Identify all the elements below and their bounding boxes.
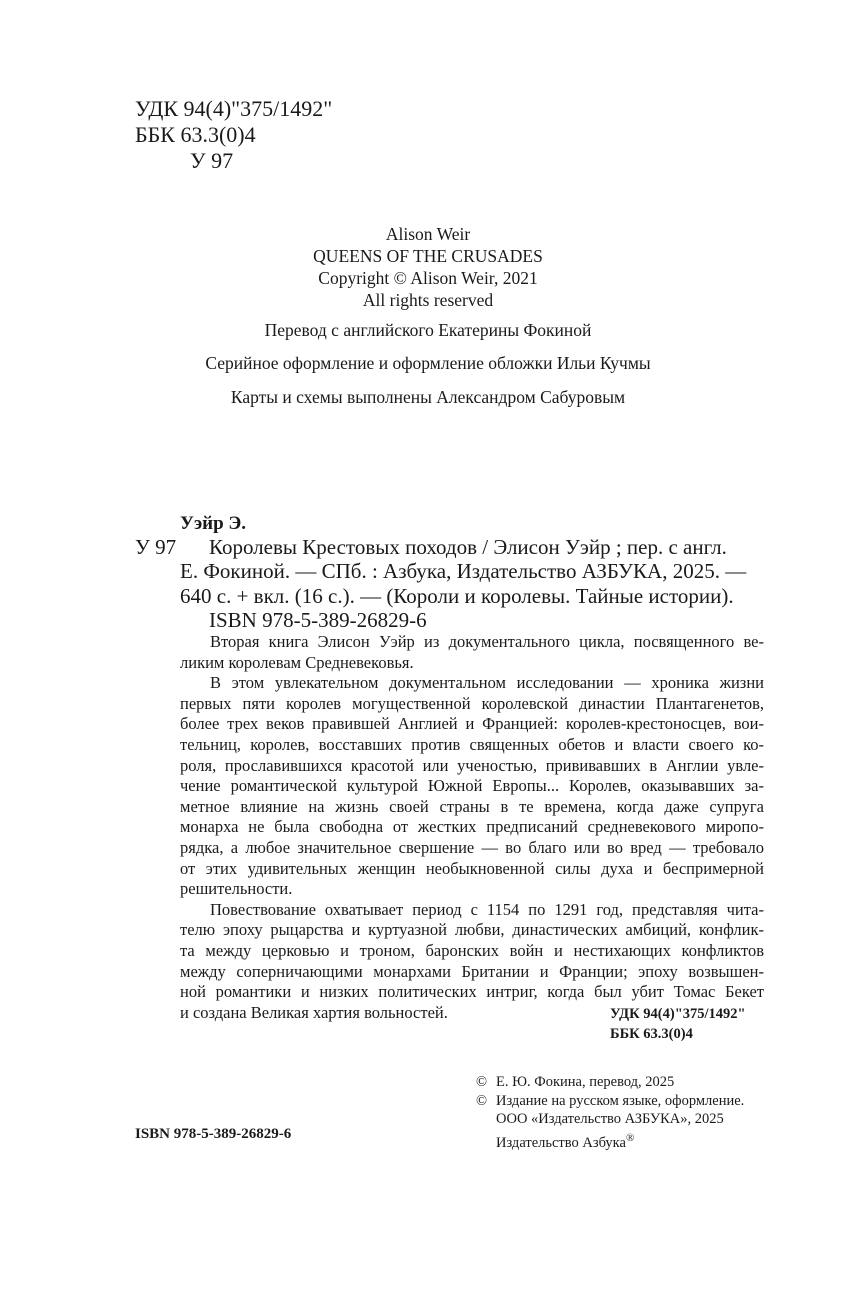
registered-mark: ®	[625, 1131, 635, 1144]
annotation-line: В этом увлекательном документальном исследовании — хроника жизни	[210, 673, 764, 693]
copyright-symbol: ©	[476, 1092, 488, 1109]
annotation-line: более трех веков правившей Англией и Францией: королев-крестоносцев, вои-	[180, 714, 764, 734]
copyright-edition: Издание на русском языке, оформление.	[496, 1092, 745, 1109]
annotation-line: монарха не была свободна от жестких предписаний средневекового миропо-	[180, 817, 764, 837]
annotation-line: Повествование охватывает период с 1154 по 1291 год, представляя чита-	[210, 899, 764, 919]
annotation-line: ликим королевам Средневековья.	[180, 652, 414, 672]
annotation-line: роля, прославившихся красотой или ученостью, прививавших в Англии увле-	[180, 755, 764, 775]
annotation-line: тельниц, королев, восставших против священных обетов и власти своего ко-	[180, 734, 764, 754]
copyright-translation: Е. Ю. Фокина, перевод, 2025	[496, 1074, 675, 1090]
biblio-line: 640 с. + вкл. (16 с.). — (Короли и королевы. Тайные истории).	[180, 584, 734, 608]
annotation-line: и создана Великая хартия вольностей.	[180, 1002, 448, 1022]
annotation-line: Вторая книга Элисон Уэйр из документального цикла, посвященного ве-	[210, 632, 764, 651]
biblio-line: Королевы Крестовых походов / Элисон Уэйр ; пер. с англ.	[209, 535, 727, 559]
annotation-line: между соперничающими монархами Британии и Франции; эпоху возвышен-	[180, 961, 764, 981]
annotation-line: решительности.	[180, 879, 293, 899]
annotation-line: от этих удивительных женщин необыкновенной силы духа и беспримерной	[180, 858, 764, 878]
author-sign-biblio: У 97	[135, 535, 177, 559]
author-sign-top: У 97	[190, 148, 234, 173]
copyright-publisher: ООО «Издательство АЗБУКА», 2025	[496, 1111, 724, 1127]
original-author: Alison Weir	[385, 224, 471, 244]
rights-reserved: All rights reserved	[362, 290, 494, 310]
annotation-line: ной романтики и низких политических интриг, когда был убит Томас Бекет	[180, 982, 764, 1002]
annotation-line: та между церковью и троном, баронских войн и нестихающих конфликтов	[180, 940, 764, 960]
original-title: QUEENS OF THE CRUSADES	[313, 246, 543, 266]
annotation	[180, 632, 764, 1023]
bbk-top: ББК 63.3(0)4	[135, 122, 256, 147]
maps-credit: Карты и схемы выполнены Александром Сабуровым	[230, 387, 626, 407]
annotation-line: первых пяти королев могущественной королевской династии Плантагенетов,	[180, 693, 764, 713]
bbk-bottom: ББК 63.3(0)4	[610, 1026, 693, 1042]
annotation-line: рядка, а любое значительное свершение — во благо или во вред — требовало	[180, 837, 764, 857]
copyright-block	[476, 1073, 744, 1152]
annotation-line: чение романтической культурой Южной Европы... Королев, оказывавших за-	[180, 776, 764, 796]
translation-credit: Перевод с английского Екатерины Фокиной	[264, 320, 592, 340]
design-credit: Серийное оформление и оформление обложки Ильи Кучмы	[205, 353, 651, 373]
isbn-footer: ISBN 978-5-389-26829-6	[135, 1126, 292, 1142]
udk-top: УДК 94(4)"375/1492"	[135, 96, 333, 121]
author-heading: Уэйр Э.	[180, 513, 247, 534]
biblio-line: Е. Фокиной. — СПб. : Азбука, Издательство АЗБУКА, 2025. —	[180, 559, 747, 583]
annotation-line: телю эпоху рыцарства и куртуазной любви, династических амбиций, конфлик-	[180, 920, 764, 940]
udk-bottom: УДК 94(4)"375/1492"	[610, 1006, 746, 1022]
original-copyright: Copyright © Alison Weir, 2021	[318, 268, 538, 288]
isbn-biblio: ISBN 978-5-389-26829-6	[209, 608, 427, 632]
copyright-symbol: ©	[476, 1074, 488, 1090]
annotation-line: метное влияние на жизнь своей страны в те времена, когда даже супруга	[180, 796, 764, 816]
copyright-imprint: Издательство Азбука	[496, 1134, 626, 1151]
